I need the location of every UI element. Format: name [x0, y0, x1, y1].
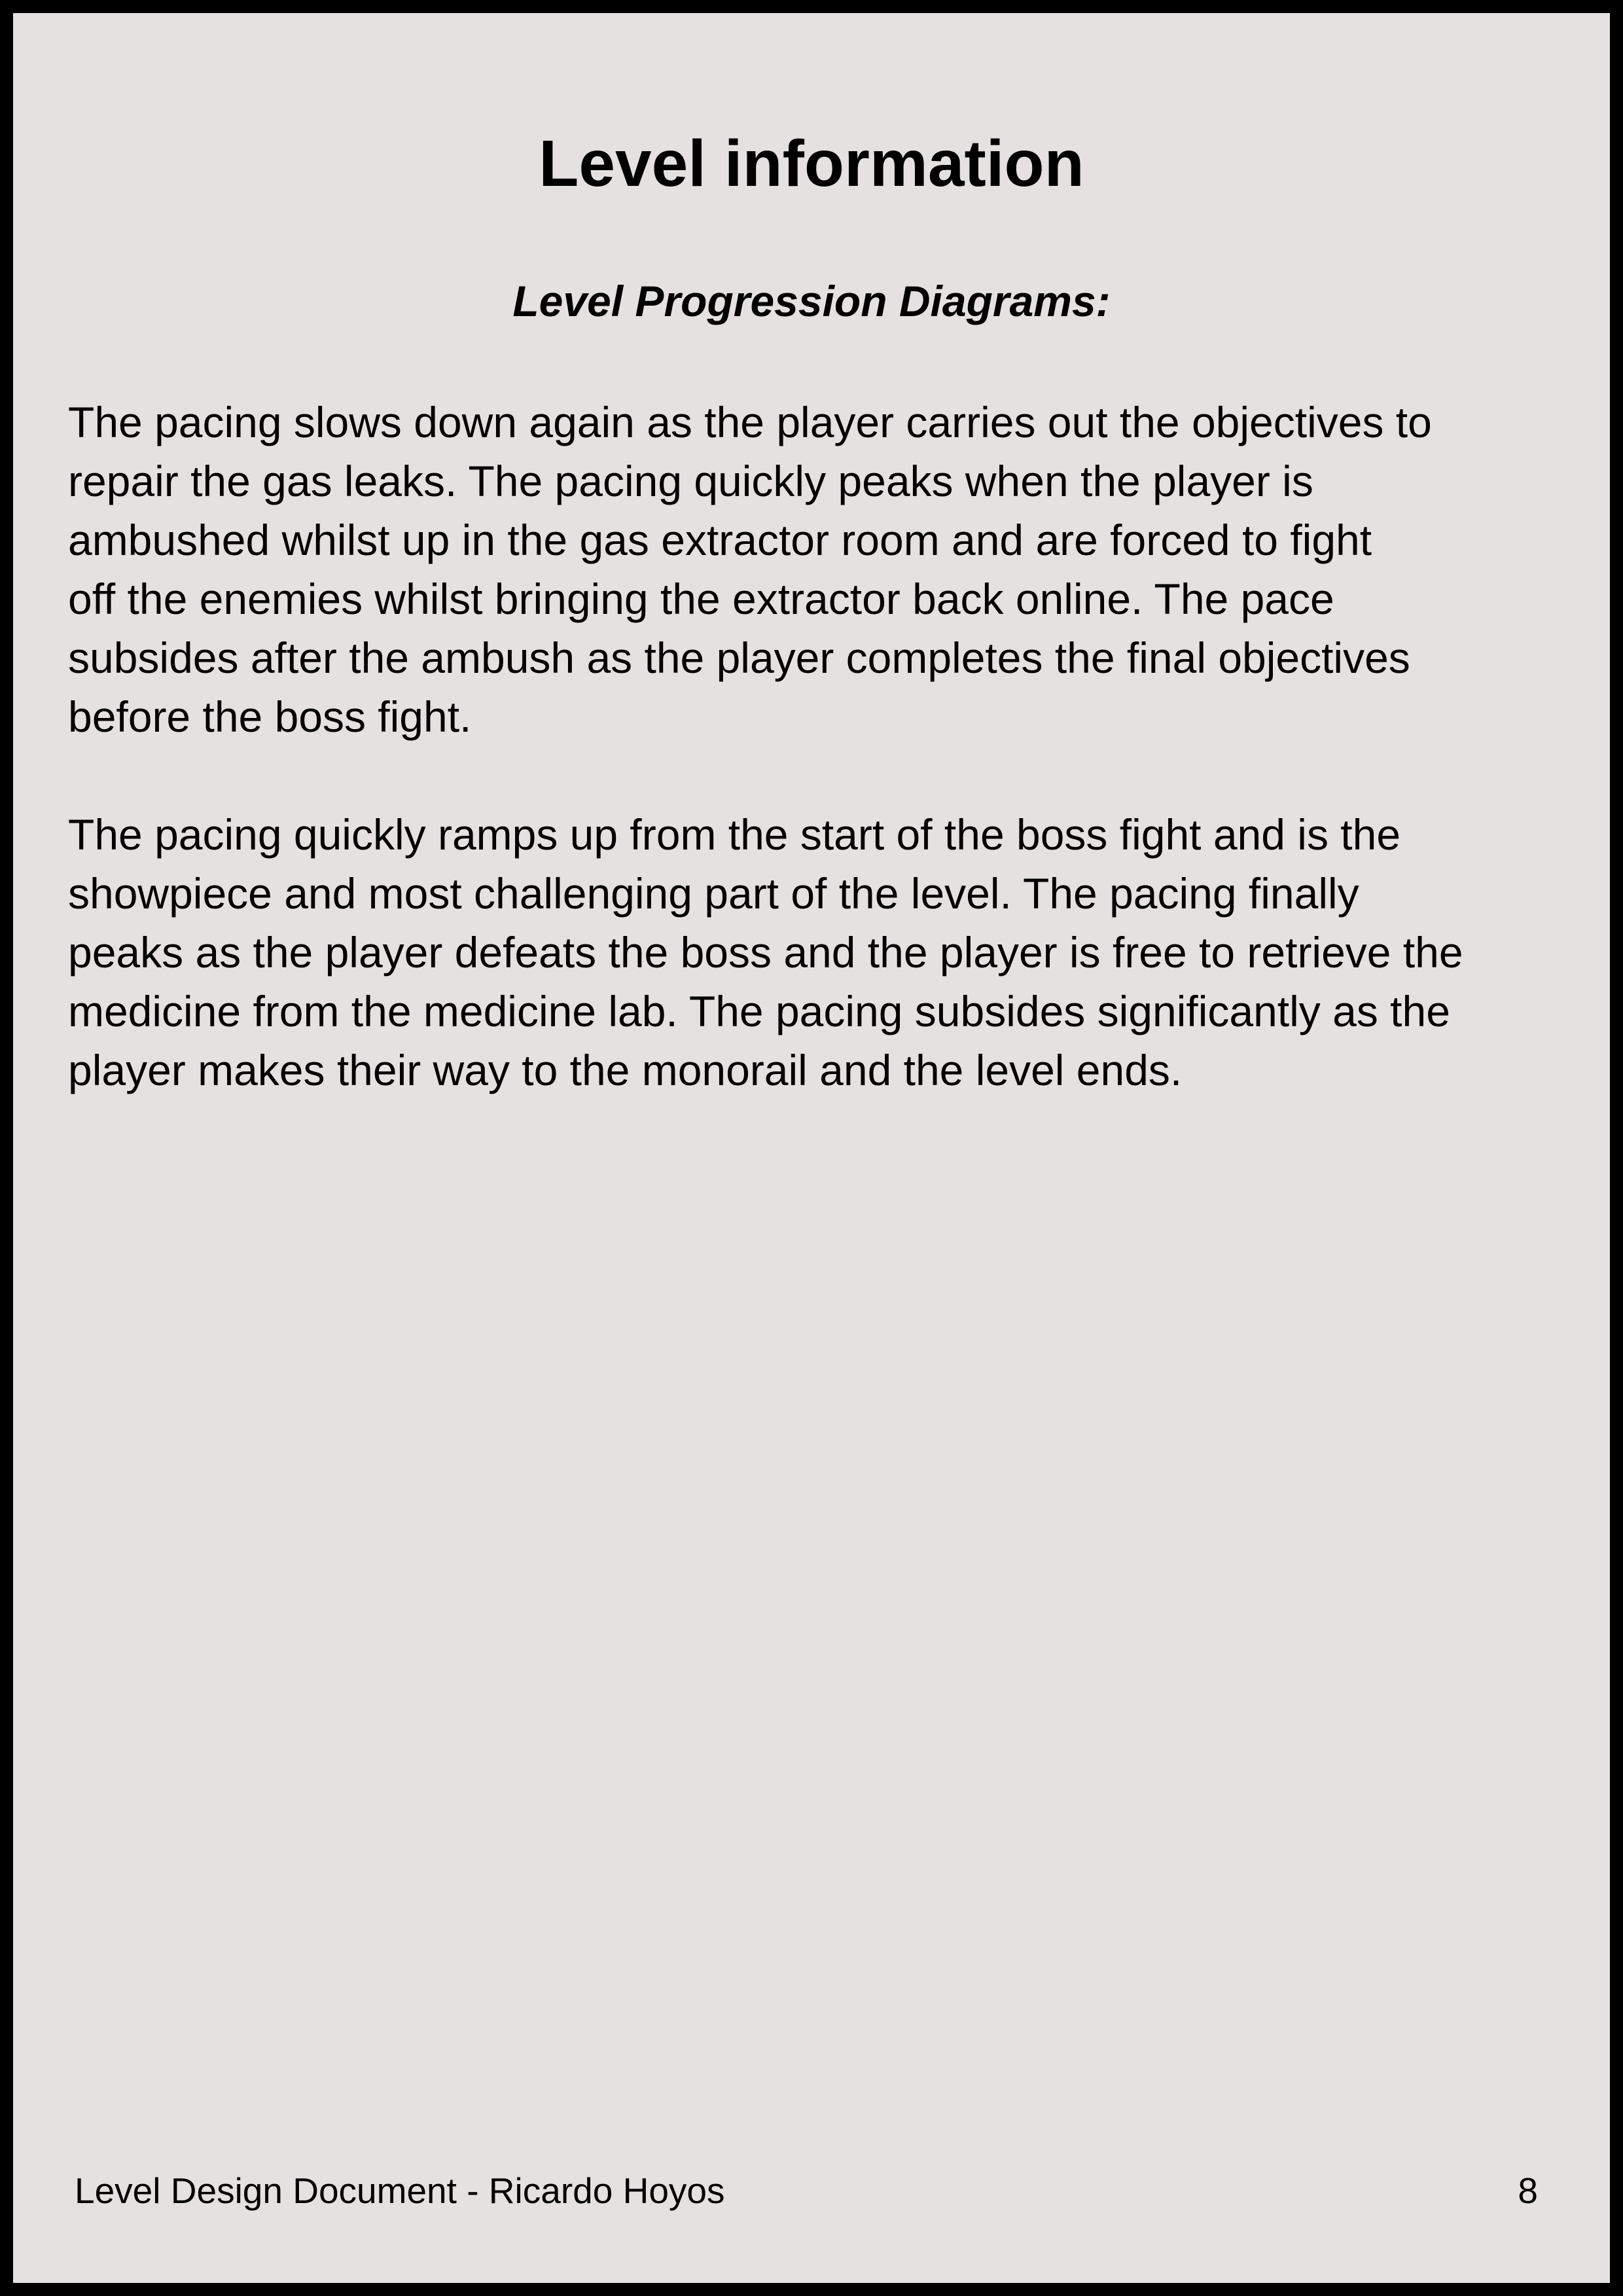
document-page: [13, 13, 1610, 2283]
body-text: [68, 393, 1573, 1158]
section-subtitle: Level Progression Diagrams:: [512, 277, 1111, 325]
page-number: 8: [1518, 2170, 1538, 2211]
paragraph-1: The pacing slows down again as the player carries out the objectives to repair the gas leaks. The pacing quickly peaks when the player is ambushed whilst up in the gas extractor room and are forced to fight off the enemies whilst bringing the extractor back online. The pace subsides after the ambush as the player completes the final objectives before the boss fight.: [68, 398, 1432, 741]
paragraph-2: The pacing quickly ramps up from the start of the boss fight and is the showpiece and most challenging part of the level. The pacing finally peaks as the player defeats the boss and the player is free to retrieve the medicine from the medicine lab. The pacing subsides significantly as the player makes their way to the monorail and the level ends.: [68, 810, 1463, 1094]
footer-document-title: Level Design Document - Ricardo Hoyos: [75, 2170, 725, 2211]
page-title: Level information: [539, 127, 1084, 200]
